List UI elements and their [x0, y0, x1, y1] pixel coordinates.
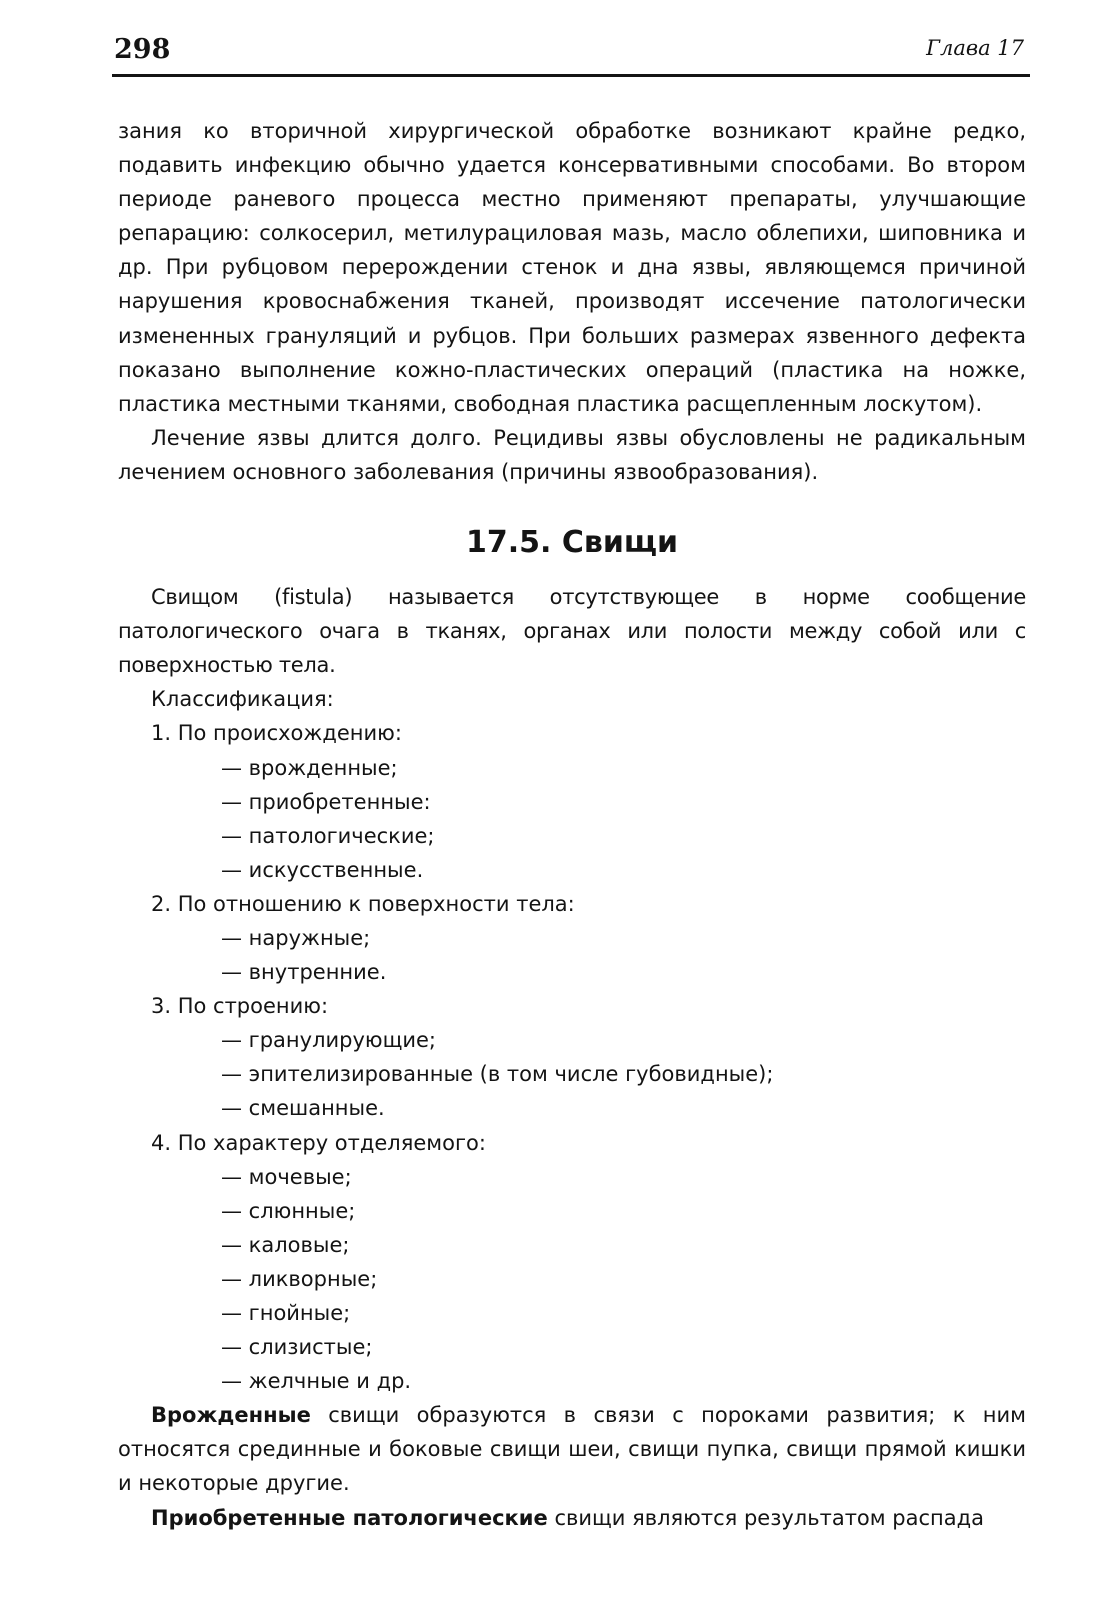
classification-item: — эпителизированные (в том числе губовидные); — [221, 1062, 774, 1087]
classification-sublist — [118, 751, 1026, 887]
classification-item: — искусственные. — [221, 857, 424, 882]
acquired-description: свищи являются результатом распада — [547, 1505, 985, 1530]
term-acquired-pathological: Приобретенные патологические — [151, 1505, 548, 1530]
paragraph-congenital-fistulas — [118, 1398, 1026, 1500]
classification-group — [118, 716, 1026, 886]
classification-label: Классификация: — [151, 687, 334, 712]
classification-group — [118, 1126, 1026, 1399]
classification-item: — каловые; — [221, 1232, 350, 1257]
classification-group-title: 1. По происхождению: — [151, 721, 402, 746]
classification-group-title: 4. По характеру отделяемого: — [151, 1130, 486, 1155]
running-title: Глава 17 — [926, 36, 1024, 60]
classification-item: — гнойные; — [221, 1301, 351, 1325]
classification-list — [118, 716, 1026, 1398]
section-heading: 17.5. Свищи — [465, 525, 679, 561]
page-header — [112, 30, 1030, 77]
paragraph-acquired-fistulas — [118, 1501, 1026, 1535]
paragraph-fistula-definition: Свищом (fistula) называется отсутствующее в норме сообщение патологического очага в тканях, органах или полости между собой или с поверхностью тела. — [118, 585, 1026, 678]
classification-item: — ликворные; — [221, 1266, 378, 1291]
classification-item: — патологические; — [221, 823, 435, 848]
classification-group-title: 3. По строению: — [151, 994, 329, 1019]
classification-item: — смешанные. — [221, 1096, 385, 1121]
classification-group — [118, 887, 1026, 989]
term-congenital: Врожденные — [151, 1403, 311, 1428]
classification-sublist — [118, 921, 1026, 989]
classification-item: — слизистые; — [221, 1335, 373, 1360]
classification-sublist — [118, 1160, 1026, 1399]
classification-item: — гранулирующие; — [221, 1028, 436, 1053]
classification-item: — врожденные; — [221, 755, 398, 780]
classification-group — [118, 989, 1026, 1125]
classification-item: — слюнные; — [221, 1198, 356, 1223]
page-body — [118, 114, 1026, 1535]
congenital-description: свищи образуются в связи с пороками развития; к ним относятся срединные и боковые свищи шеи, свищи пупка, свищи прямой кишки и некоторые другие. — [118, 1403, 1026, 1496]
classification-item: — мочевые; — [221, 1164, 352, 1189]
classification-sublist — [118, 1023, 1026, 1125]
classification-item: — приобретенные: — [221, 789, 431, 814]
classification-item: — наружные; — [221, 925, 371, 950]
classification-item: — желчные и др. — [221, 1369, 412, 1394]
paragraph-ulcer-relapse: Лечение язвы длится долго. Рецидивы язвы обусловлены не радикальным лечением основного заболевания (причины язвообразования). — [118, 425, 1026, 484]
page-number: 298 — [114, 34, 171, 65]
classification-group-title: 2. По отношению к поверхности тела: — [151, 891, 575, 916]
paragraph-wound-treatment: зания ко вторичной хирургической обработке возникают крайне редко, подавить инфекцию обычно удается консервативными способами. Во втором периоде раневого процесса местно применяют препараты, улучшающие репарацию: солкосерил, метилурациловая мазь, масло облепихи, шиповника и др. При рубцовом перерождении стенок и дна язвы, являющемся причиной нарушения кровоснабжения тканей, производят иссечение патологически измененных грануляций и рубцов. При больших размерах язвенного дефекта показано выполнение кожно-пластических операций (пластика на ножке, пластика местными тканями, свободная пластика расщепленным лоскутом). — [118, 119, 1026, 416]
classification-item: — внутренние. — [221, 960, 387, 985]
